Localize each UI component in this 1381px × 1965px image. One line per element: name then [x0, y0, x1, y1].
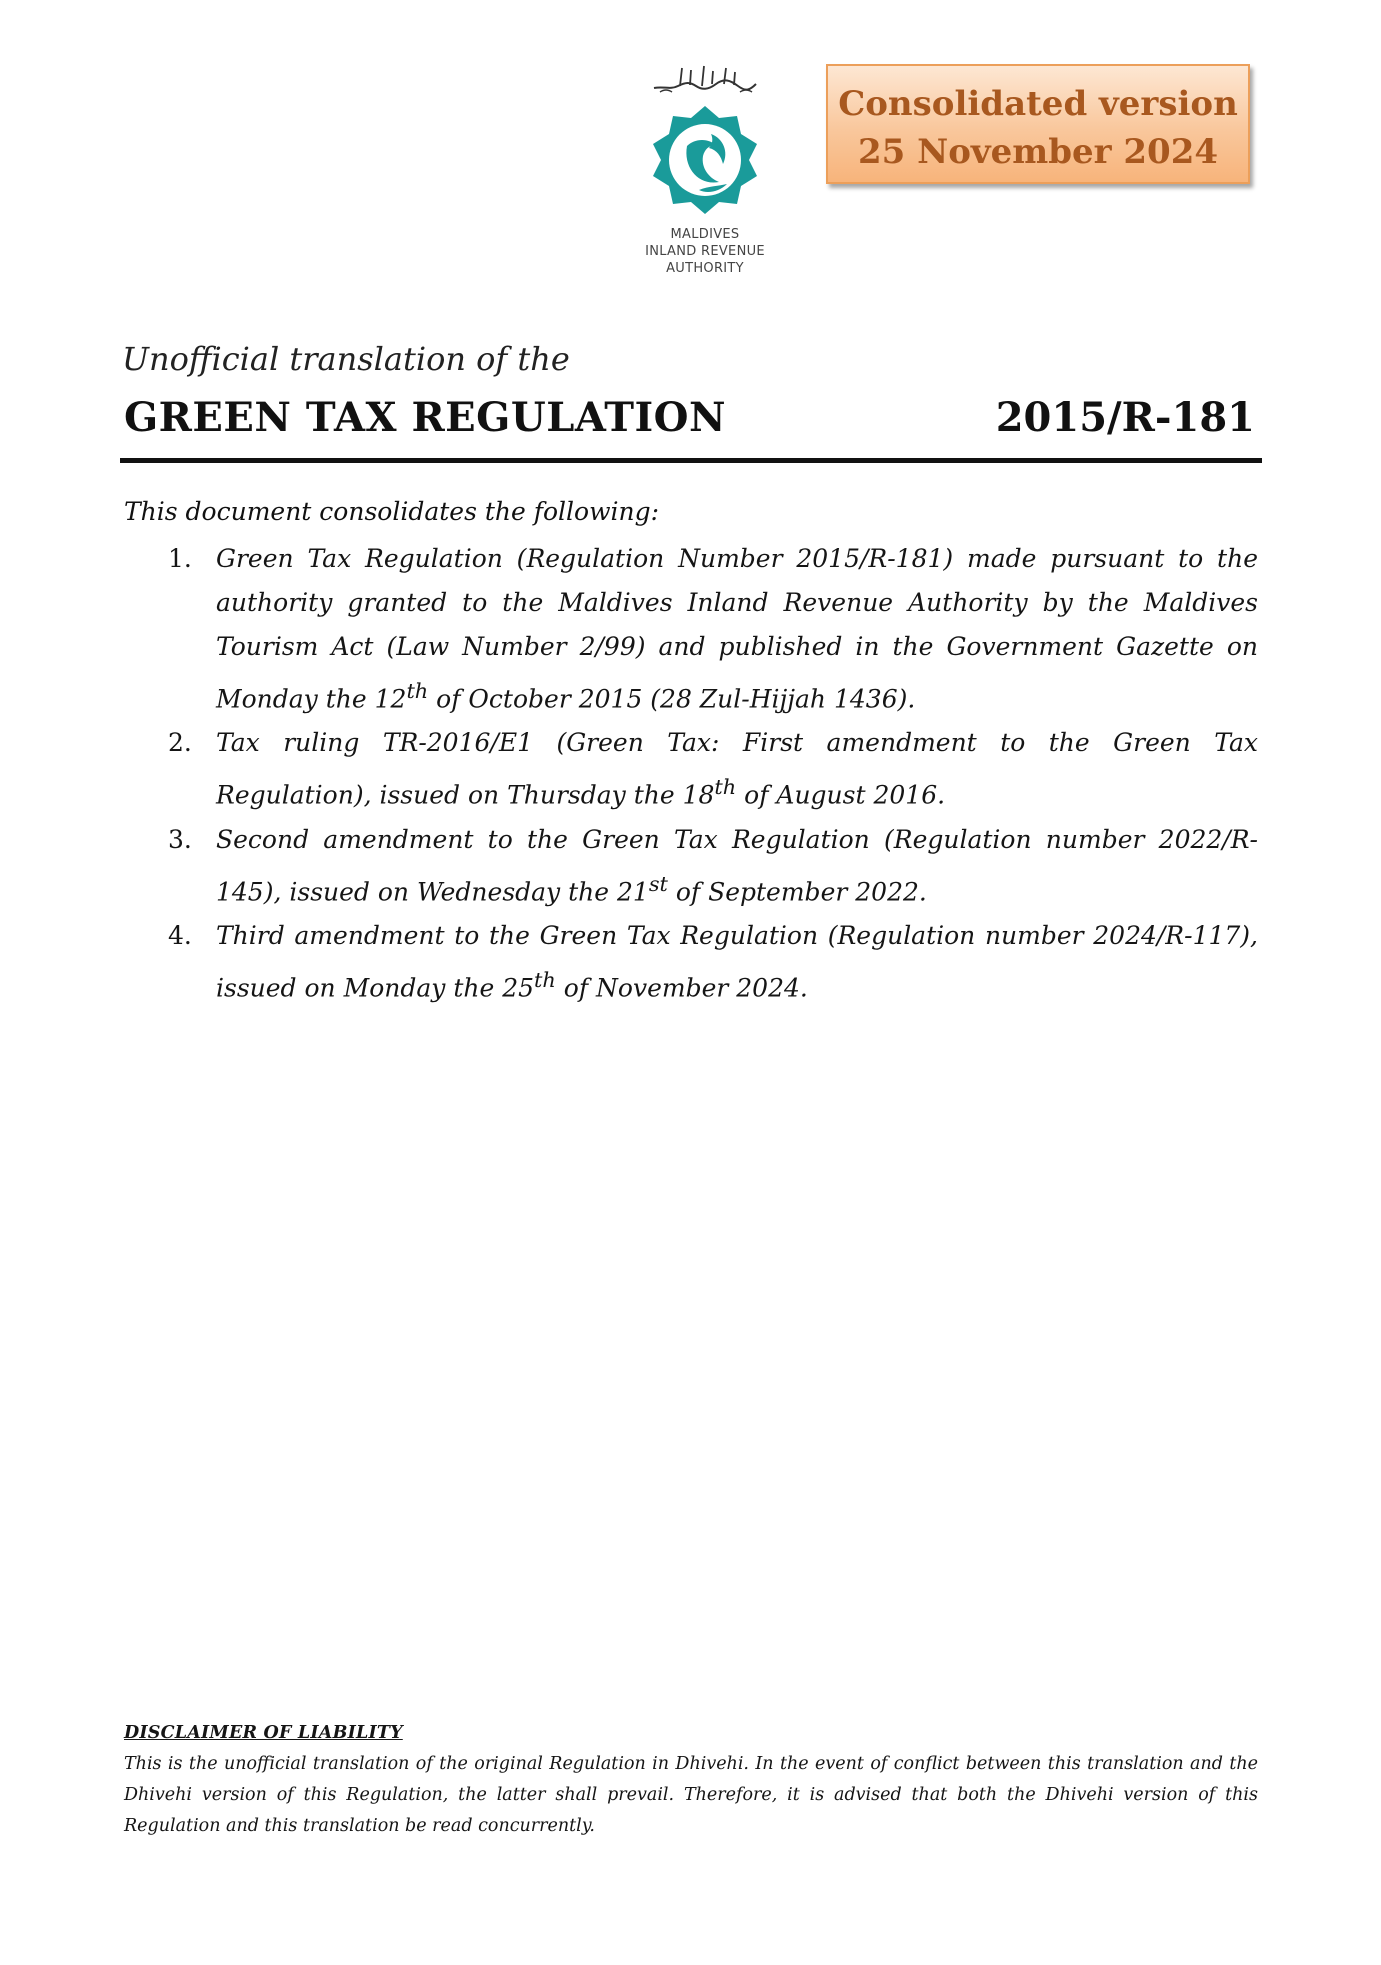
list-item-text: Green Tax Regulation (Regulation Number 2015/R-181) made pursuant to the authority granted to the Maldives Inland Revenue Authority by the Maldives Tourism Act (Law Number 2/99) and published in the Government Gazette on Monday the 12 — [216, 544, 1258, 714]
list-item — [124, 914, 1258, 1010]
title-divider — [120, 458, 1262, 463]
ordinal-suffix: th — [534, 967, 556, 992]
org-name-line: MALDIVES — [670, 227, 740, 242]
list-item-number: 3. — [168, 824, 192, 854]
list-item-text: Third amendment to the Green Tax Regulation (Regulation number 2024/R-117), issued on Monday the 25 — [216, 920, 1258, 1003]
list-item-text: of October 2015 (28 Zul-Hijjah 1436). — [428, 684, 916, 714]
list-item-text: Tax ruling TR-2016/E1 (Green Tax: First amendment to the Green Tax Regulation), issued on Thursday the 18 — [216, 728, 1258, 810]
list-item-number: 1. — [168, 544, 192, 573]
list-item-text: of August 2016. — [736, 780, 946, 810]
disclaimer-text: This is the unofficial translation of the original Regulation in Dhivehi. In the event of conflict between this translation and the Dhivehi version of this Regulation, the latter shall prevail. Therefore, it is advised that both the Dhivehi version of this Regulation and this translation be read concurrently. — [124, 1754, 1258, 1836]
list-item — [124, 818, 1258, 914]
list-item-number: 4. — [168, 920, 192, 950]
mira-logo — [649, 104, 761, 216]
list-item-number: 2. — [168, 728, 192, 758]
badge-line-1: Consolidated version — [838, 84, 1238, 124]
document-subtitle: Unofficial translation of the — [122, 340, 570, 378]
organization-name — [630, 226, 780, 277]
list-item — [124, 721, 1258, 817]
consolidation-intro: This document consolidates the following: — [124, 497, 660, 526]
disclaimer-heading: DISCLAIMER OF LIABILITY — [124, 1723, 403, 1743]
list-item-text: Second amendment to the Green Tax Regulation (Regulation number 2022/R-145), issued on Wednesday the 21 — [216, 824, 1258, 906]
org-name-line: AUTHORITY — [666, 261, 744, 276]
ordinal-suffix: st — [648, 871, 668, 896]
bismillah-calligraphy — [650, 62, 760, 96]
list-item — [124, 537, 1258, 721]
list-item-text: of November 2024. — [555, 973, 808, 1003]
consolidation-list — [124, 537, 1258, 1010]
ordinal-suffix: th — [406, 679, 429, 703]
regulation-number: 2015/R-181 — [995, 394, 1255, 441]
list-item-text: of September 2022. — [667, 876, 927, 906]
disclaimer — [124, 1718, 1258, 1842]
badge-line-2: 25 November 2024 — [857, 132, 1219, 172]
document-title: GREEN TAX REGULATION — [124, 394, 727, 441]
org-name-line: INLAND REVENUE — [645, 244, 765, 259]
header-seal — [630, 62, 780, 277]
consolidated-version-badge — [826, 64, 1250, 184]
ordinal-suffix: th — [714, 775, 737, 800]
